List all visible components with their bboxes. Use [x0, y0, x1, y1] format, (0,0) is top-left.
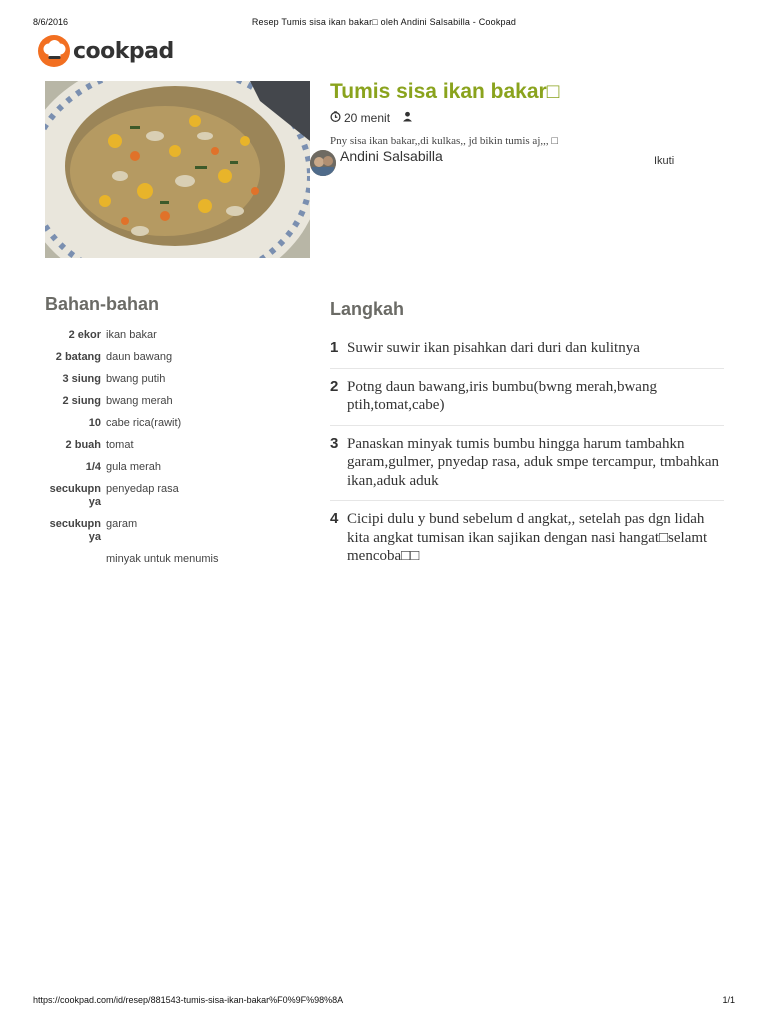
clock-icon — [330, 111, 341, 125]
ingredient-qty: secukupnya — [49, 483, 101, 508]
recipe-description: Pny sisa ikan bakar,,di kulkas,, jd bikin tumis aj,,, □ — [330, 135, 559, 147]
ingredient-qty: secukupnya — [49, 518, 101, 543]
step-number: 2 — [330, 377, 339, 395]
recipe-meta — [330, 111, 413, 125]
step-list — [330, 336, 724, 576]
steps-heading: Langkah — [330, 299, 405, 319]
step-text: Suwir suwir ikan pisahkan dari duri dan kulitnya — [347, 340, 640, 356]
ingredient-name: ikan bakar — [106, 329, 157, 341]
ingredient-name: daun bawang — [106, 351, 173, 363]
print-date: 8/6/2016 — [33, 17, 69, 27]
ingredient-item — [45, 483, 295, 518]
cook-time: 20 menit — [344, 111, 391, 125]
ingredient-item — [45, 351, 295, 373]
ingredient-item — [45, 329, 295, 351]
ingredients-heading: Bahan-bahan — [45, 294, 160, 314]
step-number: 3 — [330, 434, 339, 452]
cookpad-chef-hat-icon — [38, 35, 70, 67]
ingredient-name: gula merah — [106, 461, 162, 473]
ingredient-qty — [45, 553, 106, 575]
ingredient-item — [45, 373, 295, 395]
ingredient-name: garam — [106, 518, 138, 530]
cookpad-wordmark: cookpad — [73, 38, 174, 64]
step-item — [330, 369, 724, 426]
ingredient-name: tomat — [106, 439, 134, 451]
step-text: Panaskan minyak tumis bumbu hingga harum tambahkn garam,gulmer, pnyedap rasa, aduk smpe tercampur, tmbahkan ikan,aduk aduk — [347, 435, 719, 489]
ingredient-item — [45, 395, 295, 417]
ingredient-item — [45, 553, 295, 575]
ingredient-list — [45, 329, 295, 575]
print-url: https://cookpad.com/id/resep/881543-tumis-sisa-ikan-bakar%F0%9F%98%8A — [33, 995, 344, 1005]
step-number: 1 — [330, 339, 339, 356]
ingredient-name: penyedap rasa — [106, 483, 179, 495]
step-text: Cicipi dulu y bund sebelum d angkat,, setelah pas dgn lidah kita angkat tumisan ikan sajikan dengan nasi hangat□selamt mencoba□□ — [347, 511, 708, 564]
ingredient-qty: 2 ekor — [68, 329, 101, 341]
ingredient-qty: 2 buah — [65, 439, 101, 451]
servings-person-icon — [402, 111, 413, 125]
ingredient-name: minyak untuk menumis — [106, 553, 219, 565]
step-number: 4 — [330, 510, 339, 527]
ingredient-qty: 3 siung — [62, 373, 101, 385]
step-text: Potng daun bawang,iris bumbu(bwng merah,bwang ptih,tomat,cabe) — [347, 378, 657, 413]
ingredient-qty: 10 — [88, 417, 101, 429]
ingredient-name: cabe rica(rawit) — [106, 417, 182, 429]
ingredient-item — [45, 461, 295, 483]
step-item — [330, 501, 724, 576]
step-item — [330, 426, 724, 502]
ingredient-qty: 2 siung — [62, 395, 101, 407]
ingredient-name: bwang putih — [106, 373, 166, 385]
ingredient-qty: 2 batang — [55, 351, 101, 363]
follow-button[interactable]: Ikuti — [654, 155, 675, 167]
author-avatar[interactable] — [310, 150, 336, 176]
step-item — [330, 336, 724, 369]
author-row — [310, 150, 680, 176]
recipe-photo — [45, 81, 310, 258]
print-page-number: 1/1 — [722, 995, 735, 1005]
ingredient-qty: 1/4 — [85, 461, 101, 473]
print-footer — [33, 995, 735, 1005]
print-header — [33, 17, 735, 31]
ingredient-item — [45, 518, 295, 553]
cookpad-logo[interactable] — [38, 35, 174, 67]
ingredient-item — [45, 439, 295, 461]
print-page-title: Resep Tumis sisa ikan bakar□ oleh Andini Salsabilla - Cookpad — [251, 17, 517, 27]
recipe-title: Tumis sisa ikan bakar□ — [330, 80, 560, 103]
author-name[interactable]: Andini Salsabilla — [340, 148, 443, 164]
ingredient-item — [45, 417, 295, 439]
ingredient-name: bwang merah — [106, 395, 173, 407]
